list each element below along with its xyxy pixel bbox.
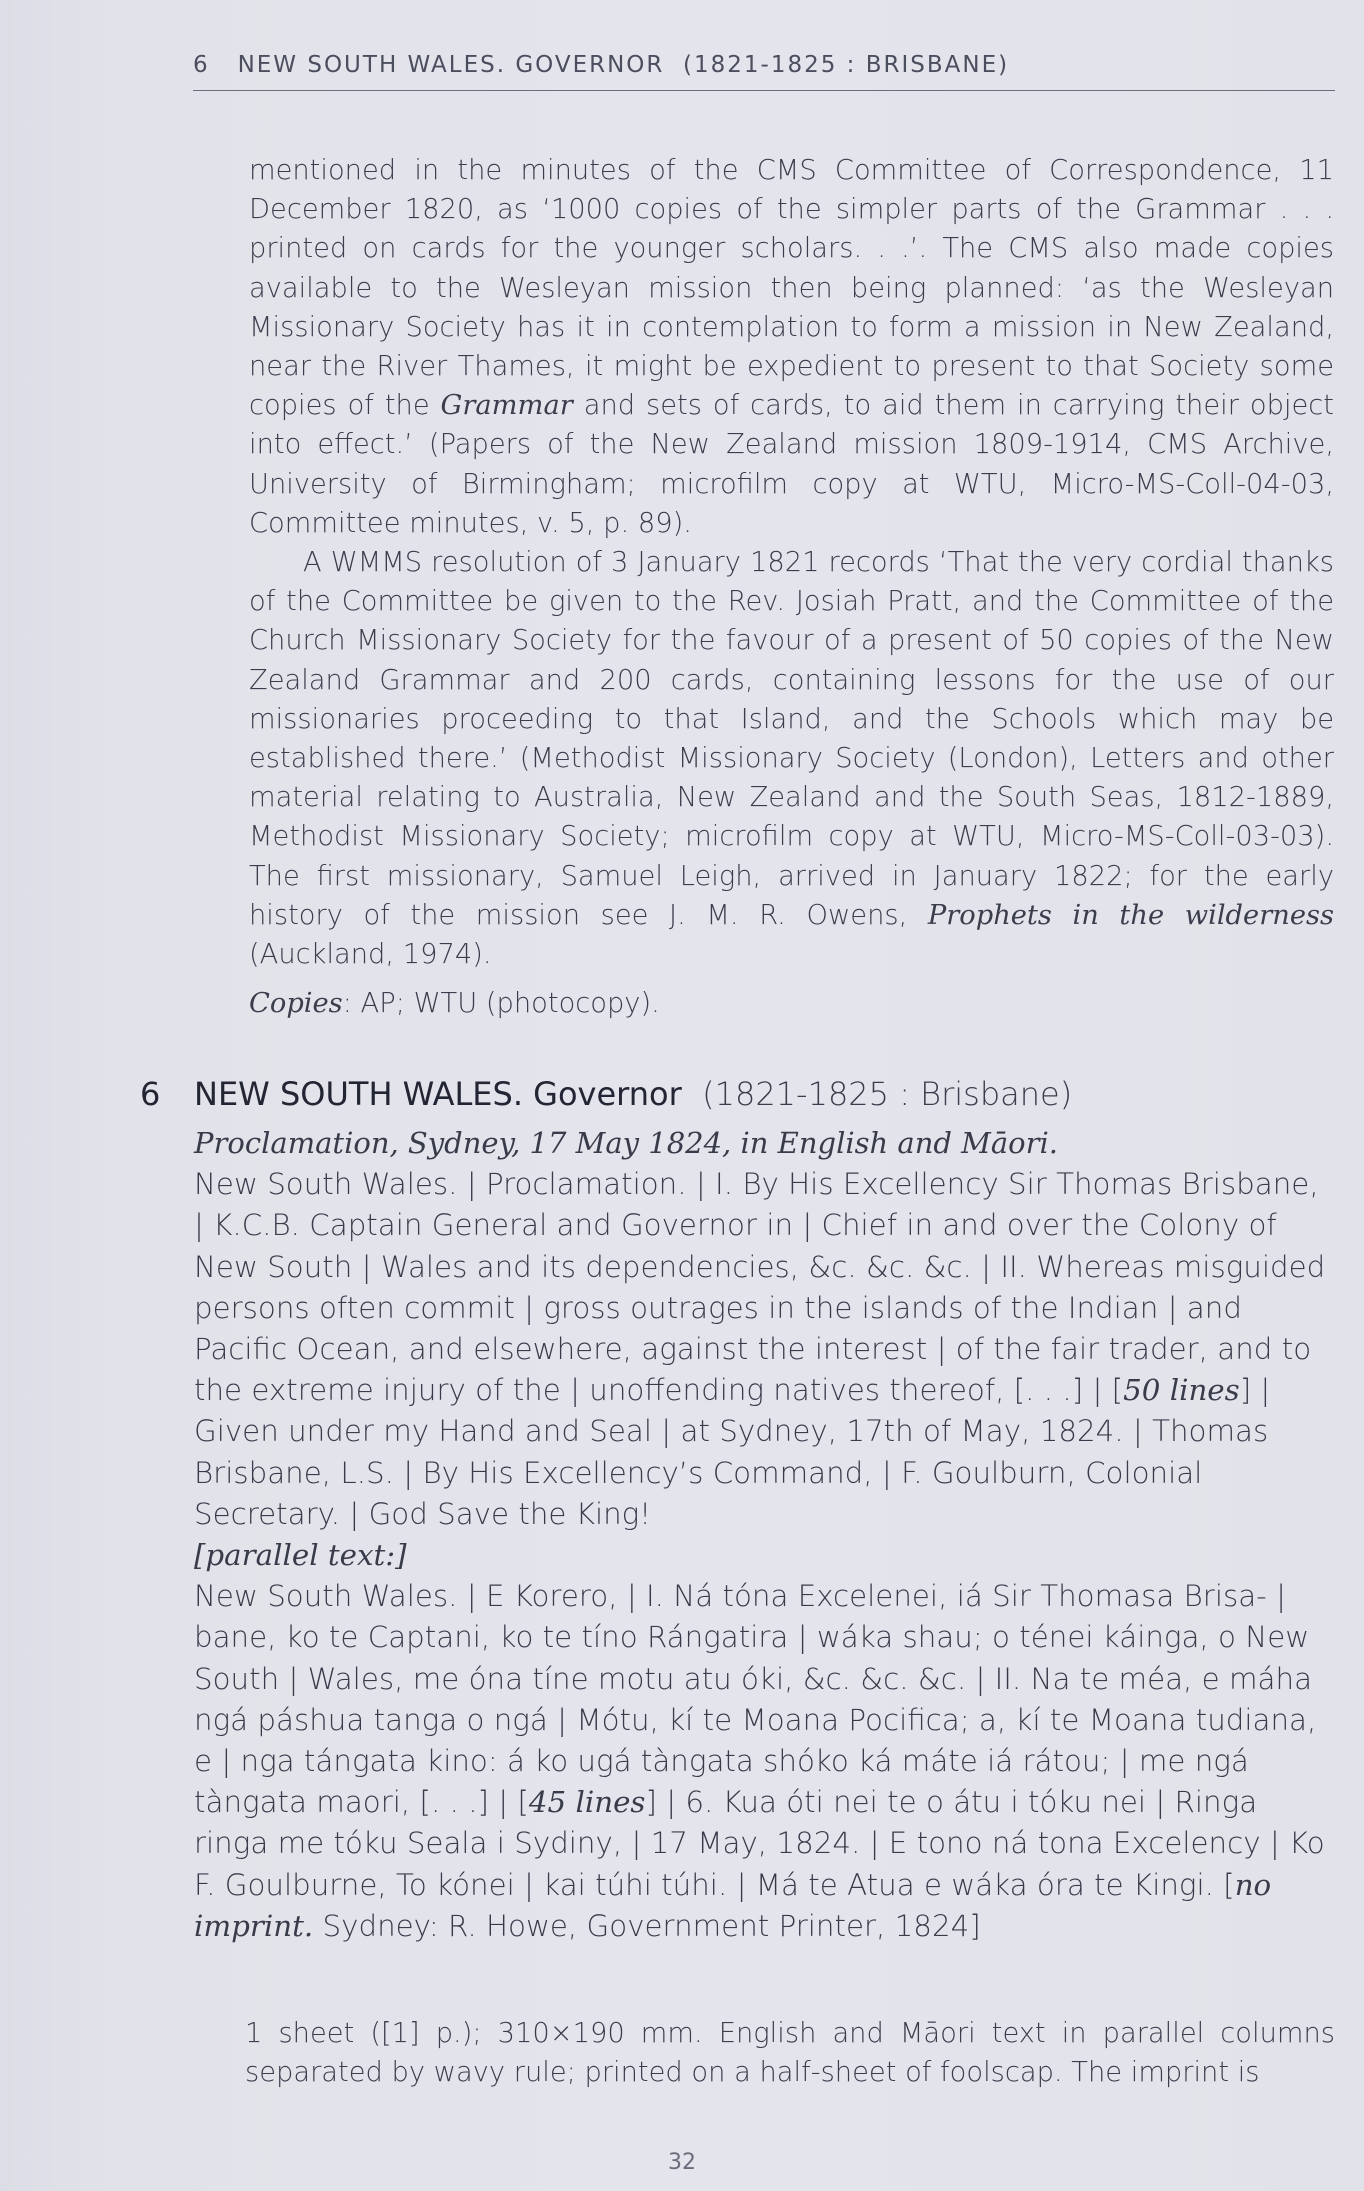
running-head-text: 6 NEW SOUTH WALES. GOVERNOR (1821-1825 : BRISBANE) <box>193 52 1010 78</box>
transcription-text: ] | 6. Kua óti nei te o átu i tóku nei | Ringa ringa me tóku Seala i Sydiny, | 17 May, 1824. | E tono ná tona Excelency | Ko F. Goulburne, To kónei | kai túhi túhi. | Má te Atua e wáka óra te Kingi. [ <box>194 1785 1325 1902</box>
note-text: A WMMS resolution of 3 January 1821 records ‘That the very cordial thanks of the Committee be given to the Rev. Josiah Pratt, and the Committee of the Church Missionary Society for the favour of a present of 50 copies of the New Zealand Grammar and 200 cards, containing lessons for the use of our missionaries proceeding to that Island, and the Schools which may be established there.’ (Methodist Missionary Society (London), Letters and other material relating to Australia, New Zealand and the South Seas, 1812-1889, Methodist Missionary Society; microfilm copy at WTU, Micro-MS-Coll-03-03). The first missionary, Samuel Leigh, arrived in January 1822; for the early history of the mission see J. M. R. Owens, <box>249 547 1334 931</box>
omitted-lines-note: 45 lines <box>528 1785 646 1820</box>
note-paragraph-1 <box>249 151 1334 543</box>
entry-heading <box>194 1075 1334 1113</box>
copies-line <box>249 984 1334 1023</box>
omitted-lines-note: 50 lines <box>1123 1373 1240 1408</box>
copies-label: Copies <box>249 988 343 1020</box>
parallel-text-label: [parallel text:] <box>194 1538 407 1573</box>
page-number: 32 <box>668 2150 696 2175</box>
grammar-title-italic: Grammar <box>440 390 573 422</box>
note-text: and sets of cards, to aid them in carrying their object into effect.’ (Papers of the New Zealand mission 1809-1914, CMS Archive, University of Birmingham; microfilm copy at WTU, Micro-MS-Coll-04-03, Committee minutes, v. 5, p. 89). <box>249 390 1334 539</box>
imprint-text: Sydney: R. Howe, Government Printer, 1824] <box>313 1908 981 1943</box>
description-text: 1 sheet ([1] p.); 310×190 mm. English and Māori text in parallel columns separated by wavy rule; printed on a half-sheet of foolscap. The imprint is <box>245 2018 1335 2089</box>
note-continuation <box>249 151 1334 1023</box>
note-text: mentioned in the minutes of the CMS Committee of Correspondence, 11 December 1820, as ‘1000 copies of the simpler parts of the Grammar . . . printed on cards for the younger scholars. . .’. The CMS also made copies available to the Wesleyan mission then being planned: ‘as the Wesleyan Missionary Society has it in contemplation to form a mission in New Zealand, near the River Thames, it might be expedient to present to that Society some copies of the <box>249 155 1334 422</box>
entry-subtitle: Proclamation, Sydney, 17 May 1824, in English and Māori. <box>194 1126 1058 1160</box>
entry-heading-date: (1821-1825 : Brisbane) <box>702 1075 1073 1113</box>
no-imprint-note: no imprint. <box>194 1867 1272 1943</box>
maori-transcription <box>194 1576 1334 1947</box>
book-title-italic: Prophets in the wilderness <box>927 899 1334 931</box>
english-transcription <box>194 1164 1334 1535</box>
physical-description <box>245 2014 1335 2092</box>
entry-number: 6 <box>140 1075 161 1113</box>
transcription-text: ] | Given under my Hand and Seal | at Sydney, 17th of May, 1824. | Thomas Brisbane, L.S. | By His Excellency’s Command, | F. Goulburn, Colonial Secretary. | God Save the King! <box>194 1373 1271 1531</box>
transcription-text: New South Wales. | Proclamation. | I. By His Excellency Sir Thomas Brisbane, | K.C.B. Captain General and Governor in | Chief in and over the Colony of New South | Wales and its dependencies, &c. &c. &c. | II. Whereas misguided persons often commit | gross outrages in the islands of the Indian | and Pacific Ocean, and elsewhere, against the interest | of the fair trader, and to the extreme injury of the | unoffending natives thereof, [. . .] | [ <box>194 1167 1326 1408</box>
note-paragraph-2 <box>249 543 1334 974</box>
note-text: (Auckland, 1974). <box>249 939 492 971</box>
entry-body <box>194 1123 1334 1947</box>
running-head <box>193 50 1335 91</box>
copies-text: : AP; WTU (photocopy). <box>342 988 660 1020</box>
entry-heading-text: NEW SOUTH WALES. Governor <box>194 1075 682 1113</box>
transcription-text: New South Wales. | E Korero, | I. Ná tóna Excelenei, iá Sir Thomasa Brisa- | bane, ko te Captani, ko te tíno Rángatira | wáka shau; o ténei káinga, o New South | Wales, me óna tíne motu atu óki, &c. &c. &c. | II. Na te méa, e máha ngá páshua tanga o ngá | Mótu, kí te Moana Pocifica; a, kí te Moana tudiana, e | nga tángata kino: á ko ugá tàngata shóko ká máte iá rátou; | me ngá tàngata maori, [. . .] | [ <box>194 1579 1317 1820</box>
